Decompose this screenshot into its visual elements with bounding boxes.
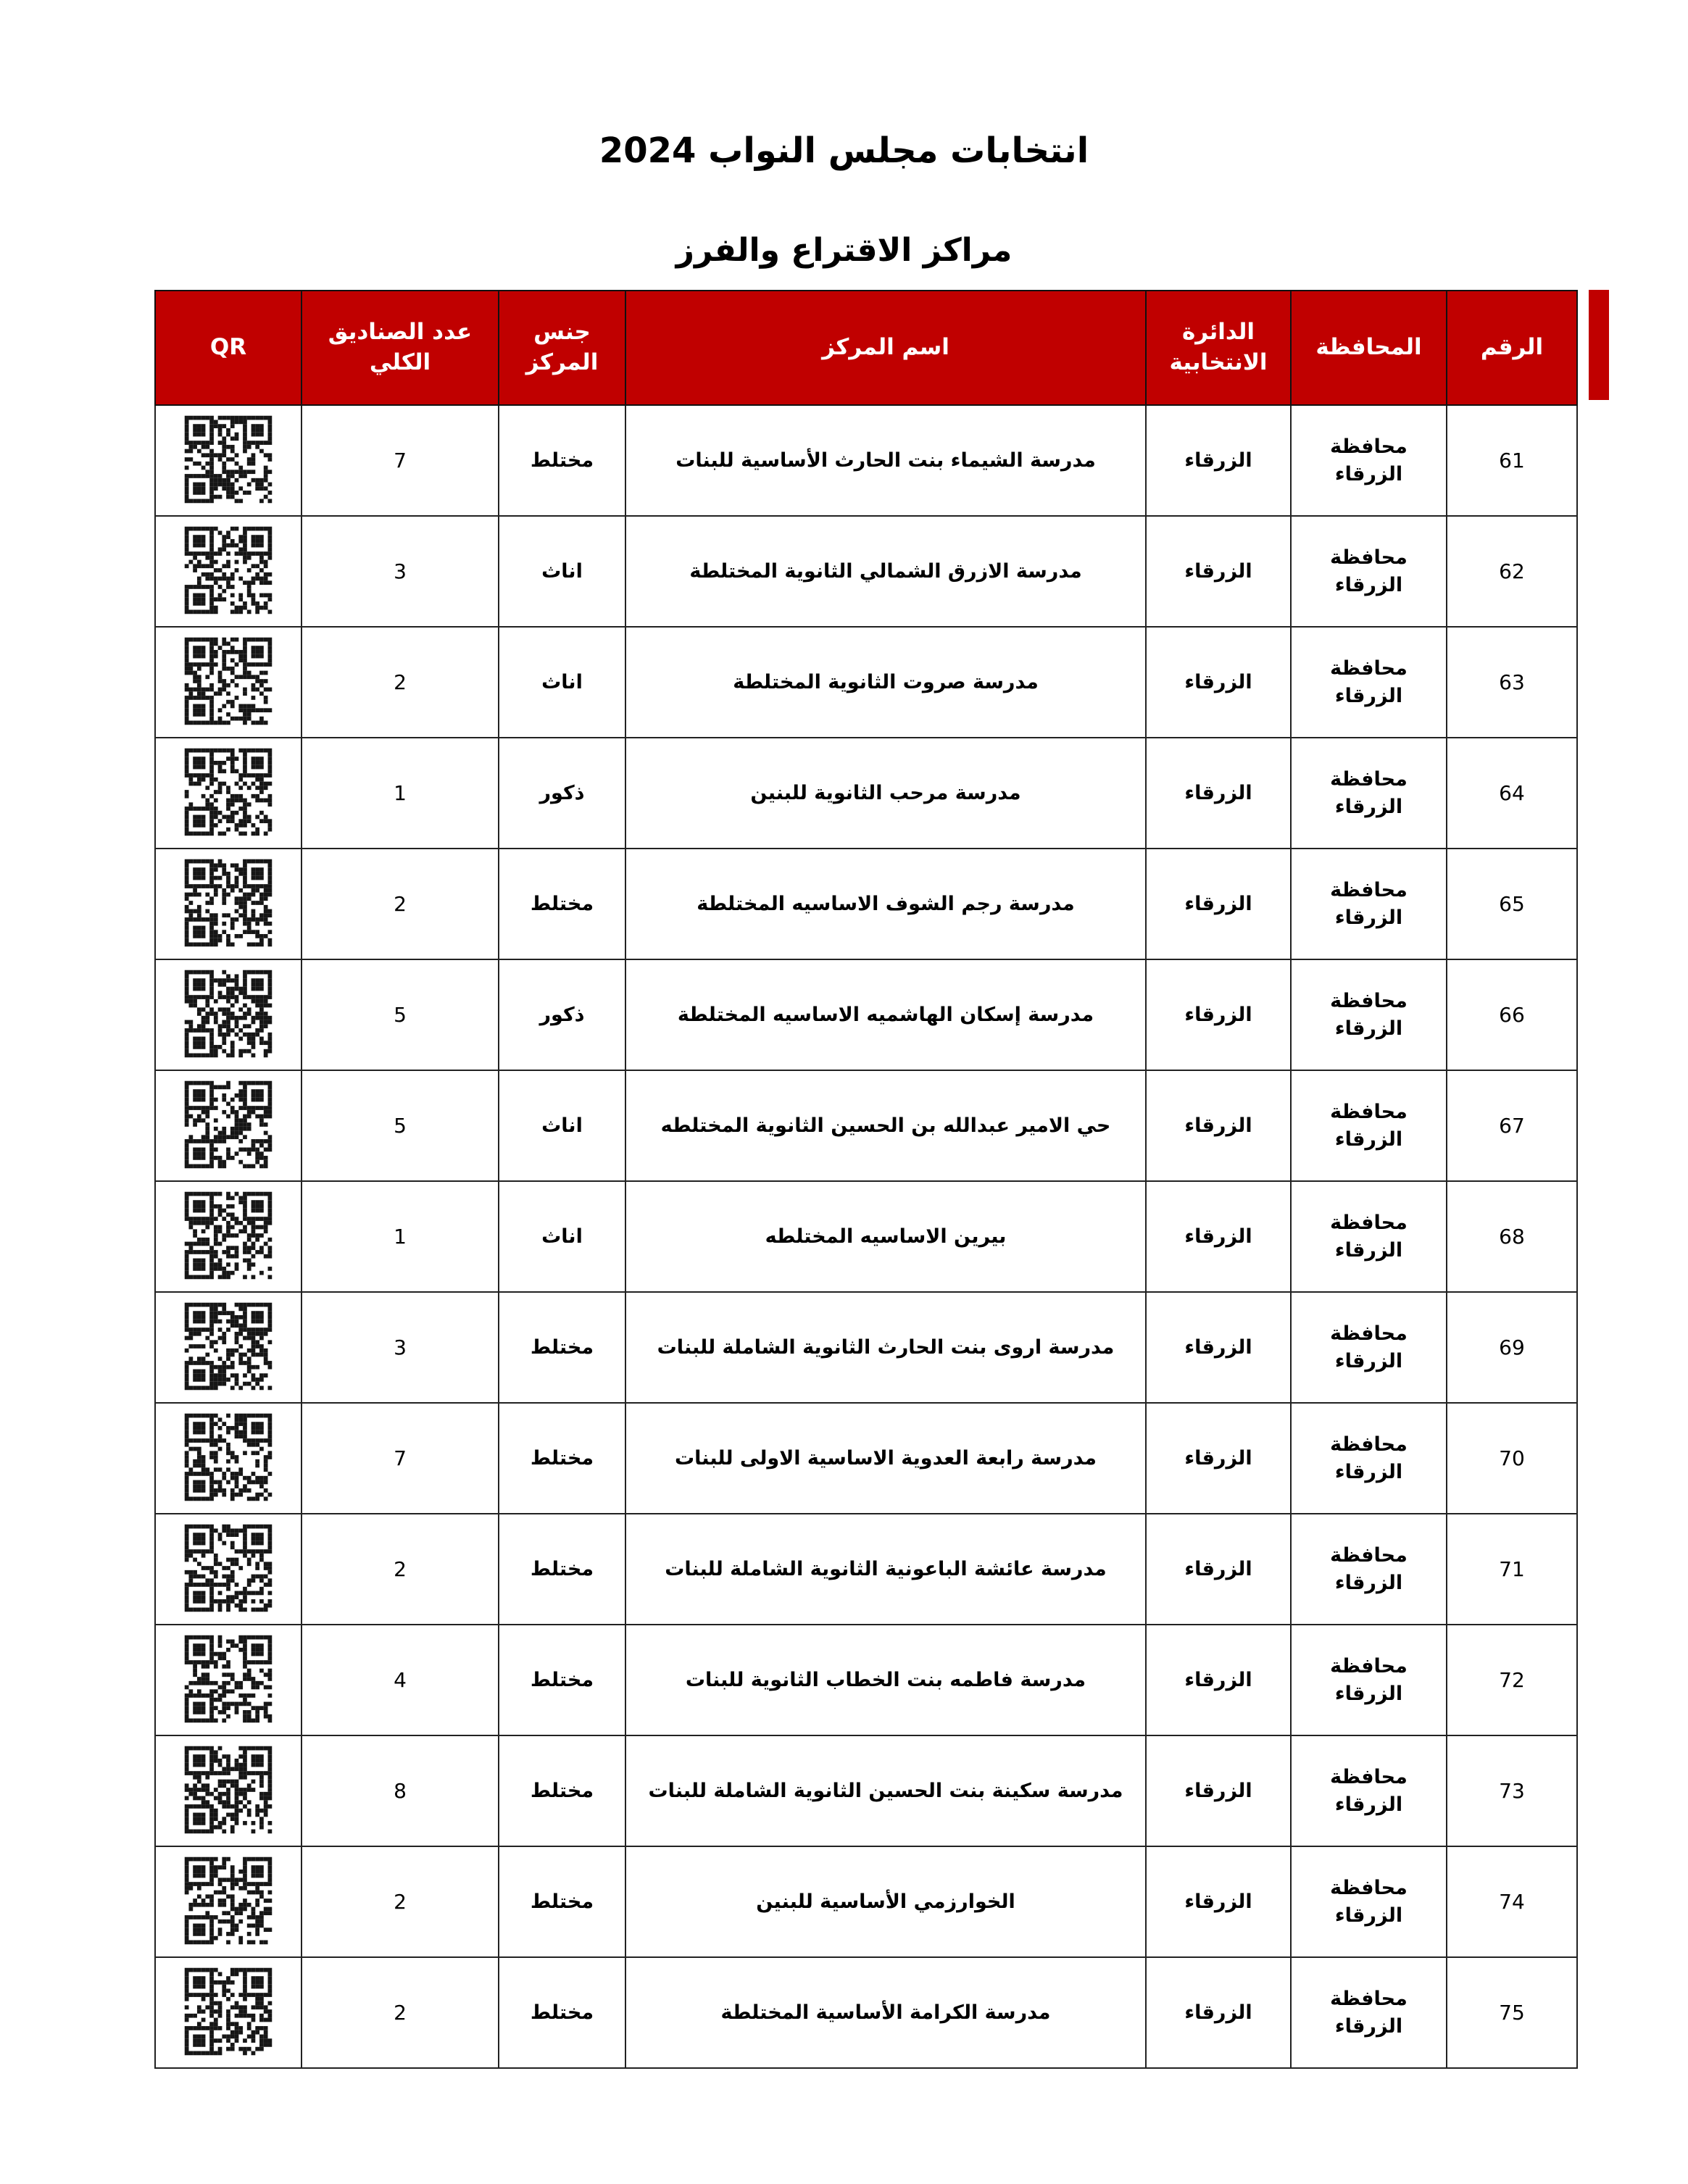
district-cell: الزرقاء bbox=[1146, 738, 1291, 849]
center-name-cell: مدرسة إسكان الهاشميه الاساسيه المختلطة bbox=[625, 959, 1146, 1070]
col-header-district: الدائرة الانتخابية bbox=[1146, 291, 1291, 405]
center-gender-cell: مختلط bbox=[499, 1403, 625, 1514]
center-name-cell: بيرين الاساسيه المختلطه bbox=[625, 1181, 1146, 1292]
governorate-cell: محافظة الزرقاء bbox=[1291, 1735, 1447, 1846]
row-number-cell: 72 bbox=[1447, 1625, 1577, 1735]
qr-cell bbox=[155, 1292, 302, 1403]
col-header-qr: QR bbox=[155, 291, 302, 405]
table-row bbox=[155, 1181, 1577, 1292]
qr-cell bbox=[155, 1625, 302, 1735]
district-cell: الزرقاء bbox=[1146, 1514, 1291, 1625]
table-row bbox=[155, 1292, 1577, 1403]
boxes-count-cell: 1 bbox=[302, 738, 499, 849]
col-header-center-name: اسم المركز bbox=[625, 291, 1146, 405]
qr-cell bbox=[155, 1403, 302, 1514]
center-gender-cell: مختلط bbox=[499, 1292, 625, 1403]
district-cell: الزرقاء bbox=[1146, 1957, 1291, 2068]
district-cell: الزرقاء bbox=[1146, 516, 1291, 627]
qr-code-image bbox=[180, 1520, 276, 1616]
center-gender-cell: اناث bbox=[499, 627, 625, 738]
boxes-count-cell: 2 bbox=[302, 627, 499, 738]
page-title: انتخابات مجلس النواب 2024 bbox=[599, 130, 1089, 171]
governorate-cell: محافظة الزرقاء bbox=[1291, 1625, 1447, 1735]
boxes-count-cell: 7 bbox=[302, 1403, 499, 1514]
governorate-cell: محافظة الزرقاء bbox=[1291, 1181, 1447, 1292]
center-gender-cell: مختلط bbox=[499, 1625, 625, 1735]
table-row bbox=[155, 849, 1577, 959]
center-name-cell: مدرسة عائشة الباعونية الثانوية الشاملة للبنات bbox=[625, 1514, 1146, 1625]
row-number-cell: 67 bbox=[1447, 1070, 1577, 1181]
qr-cell bbox=[155, 738, 302, 849]
table-row bbox=[155, 1070, 1577, 1181]
center-gender-cell: اناث bbox=[499, 516, 625, 627]
district-cell: الزرقاء bbox=[1146, 1846, 1291, 1957]
table-row bbox=[155, 959, 1577, 1070]
table-row bbox=[155, 1403, 1577, 1514]
qr-code-image bbox=[180, 1409, 276, 1505]
boxes-count-cell: 2 bbox=[302, 1957, 499, 2068]
row-number-cell: 75 bbox=[1447, 1957, 1577, 2068]
qr-code-image bbox=[180, 1188, 276, 1283]
polling-centers-table bbox=[154, 290, 1578, 2069]
qr-code-image bbox=[180, 1964, 276, 2059]
district-cell: الزرقاء bbox=[1146, 959, 1291, 1070]
table-row bbox=[155, 1625, 1577, 1735]
boxes-count-cell: 5 bbox=[302, 959, 499, 1070]
center-name-cell: مدرسة رابعة العدوية الاساسية الاولى للبنات bbox=[625, 1403, 1146, 1514]
center-name-cell: حي الامير عبدالله بن الحسين الثانوية المختلطه bbox=[625, 1070, 1146, 1181]
qr-cell bbox=[155, 1735, 302, 1846]
qr-cell bbox=[155, 1514, 302, 1625]
center-gender-cell: ذكور bbox=[499, 959, 625, 1070]
boxes-count-cell: 5 bbox=[302, 1070, 499, 1181]
boxes-count-cell: 3 bbox=[302, 1292, 499, 1403]
row-number-cell: 66 bbox=[1447, 959, 1577, 1070]
district-cell: الزرقاء bbox=[1146, 1403, 1291, 1514]
district-cell: الزرقاء bbox=[1146, 849, 1291, 959]
district-cell: الزرقاء bbox=[1146, 1735, 1291, 1846]
center-gender-cell: ذكور bbox=[499, 738, 625, 849]
center-name-cell: مدرسة الكرامة الأساسية المختلطة bbox=[625, 1957, 1146, 2068]
row-number-cell: 73 bbox=[1447, 1735, 1577, 1846]
qr-cell bbox=[155, 1070, 302, 1181]
boxes-count-cell: 4 bbox=[302, 1625, 499, 1735]
qr-cell bbox=[155, 1957, 302, 2068]
district-cell: الزرقاء bbox=[1146, 1292, 1291, 1403]
qr-cell bbox=[155, 1181, 302, 1292]
center-name-cell: مدرسة صروت الثانوية المختلطة bbox=[625, 627, 1146, 738]
row-number-cell: 61 bbox=[1447, 405, 1577, 516]
table-header-row bbox=[155, 291, 1577, 405]
qr-code-image bbox=[180, 1077, 276, 1172]
qr-cell bbox=[155, 849, 302, 959]
boxes-count-cell: 8 bbox=[302, 1735, 499, 1846]
district-cell: الزرقاء bbox=[1146, 1181, 1291, 1292]
center-gender-cell: مختلط bbox=[499, 1514, 625, 1625]
center-name-cell: مدرسة الشيماء بنت الحارث الأساسية للبنات bbox=[625, 405, 1146, 516]
row-number-cell: 69 bbox=[1447, 1292, 1577, 1403]
row-number-cell: 74 bbox=[1447, 1846, 1577, 1957]
qr-code-image bbox=[180, 966, 276, 1062]
table-row bbox=[155, 1957, 1577, 2068]
governorate-cell: محافظة الزرقاء bbox=[1291, 738, 1447, 849]
qr-code-image bbox=[180, 1742, 276, 1838]
qr-code-image bbox=[180, 412, 276, 507]
governorate-cell: محافظة الزرقاء bbox=[1291, 516, 1447, 627]
governorate-cell: محافظة الزرقاء bbox=[1291, 1403, 1447, 1514]
governorate-cell: محافظة الزرقاء bbox=[1291, 1514, 1447, 1625]
center-name-cell: الخوارزمي الأساسية للبنين bbox=[625, 1846, 1146, 1957]
boxes-count-cell: 7 bbox=[302, 405, 499, 516]
district-cell: الزرقاء bbox=[1146, 1625, 1291, 1735]
center-name-cell: مدرسة مرحب الثانوية للبنين bbox=[625, 738, 1146, 849]
boxes-count-cell: 1 bbox=[302, 1181, 499, 1292]
center-gender-cell: مختلط bbox=[499, 1735, 625, 1846]
qr-code-image bbox=[180, 633, 276, 729]
row-number-cell: 64 bbox=[1447, 738, 1577, 849]
qr-code-image bbox=[180, 744, 276, 840]
qr-code-image bbox=[180, 1631, 276, 1727]
boxes-count-cell: 2 bbox=[302, 1514, 499, 1625]
qr-cell bbox=[155, 405, 302, 516]
table-row bbox=[155, 738, 1577, 849]
row-number-cell: 70 bbox=[1447, 1403, 1577, 1514]
center-gender-cell: اناث bbox=[499, 1070, 625, 1181]
center-gender-cell: اناث bbox=[499, 1181, 625, 1292]
center-name-cell: مدرسة اروى بنت الحارث الثانوية الشاملة للبنات bbox=[625, 1292, 1146, 1403]
district-cell: الزرقاء bbox=[1146, 1070, 1291, 1181]
center-gender-cell: مختلط bbox=[499, 405, 625, 516]
row-number-cell: 62 bbox=[1447, 516, 1577, 627]
qr-cell bbox=[155, 516, 302, 627]
center-gender-cell: مختلط bbox=[499, 849, 625, 959]
governorate-cell: محافظة الزرقاء bbox=[1291, 1070, 1447, 1181]
qr-cell bbox=[155, 1846, 302, 1957]
governorate-cell: محافظة الزرقاء bbox=[1291, 405, 1447, 516]
qr-cell bbox=[155, 959, 302, 1070]
center-name-cell: مدرسة الازرق الشمالي الثانوية المختلطة bbox=[625, 516, 1146, 627]
table-row bbox=[155, 1846, 1577, 1957]
table-row bbox=[155, 405, 1577, 516]
governorate-cell: محافظة الزرقاء bbox=[1291, 849, 1447, 959]
row-number-cell: 71 bbox=[1447, 1514, 1577, 1625]
center-gender-cell: مختلط bbox=[499, 1957, 625, 2068]
table-row bbox=[155, 1735, 1577, 1846]
row-number-cell: 68 bbox=[1447, 1181, 1577, 1292]
governorate-cell: محافظة الزرقاء bbox=[1291, 1846, 1447, 1957]
governorate-cell: محافظة الزرقاء bbox=[1291, 1292, 1447, 1403]
boxes-count-cell: 2 bbox=[302, 1846, 499, 1957]
center-name-cell: مدرسة فاطمه بنت الخطاب الثانوية للبنات bbox=[625, 1625, 1146, 1735]
header-edge-strip bbox=[1589, 290, 1609, 400]
qr-code-image bbox=[180, 855, 276, 951]
center-name-cell: مدرسة سكينة بنت الحسين الثانوية الشاملة للبنات bbox=[625, 1735, 1146, 1846]
center-name-cell: مدرسة رجم الشوف الاساسيه المختلطة bbox=[625, 849, 1146, 959]
polling-centers-table-wrap bbox=[156, 290, 1578, 2069]
governorate-cell: محافظة الزرقاء bbox=[1291, 959, 1447, 1070]
col-header-governorate: المحافظة bbox=[1291, 291, 1447, 405]
row-number-cell: 63 bbox=[1447, 627, 1577, 738]
district-cell: الزرقاء bbox=[1146, 405, 1291, 516]
col-header-number: الرقم bbox=[1447, 291, 1577, 405]
table-row bbox=[155, 1514, 1577, 1625]
boxes-count-cell: 2 bbox=[302, 849, 499, 959]
governorate-cell: محافظة الزرقاء bbox=[1291, 627, 1447, 738]
table-row bbox=[155, 516, 1577, 627]
col-header-center-gender: جنس المركز bbox=[499, 291, 625, 405]
boxes-count-cell: 3 bbox=[302, 516, 499, 627]
row-number-cell: 65 bbox=[1447, 849, 1577, 959]
qr-code-image bbox=[180, 522, 276, 618]
table-row bbox=[155, 627, 1577, 738]
col-header-total-boxes: عدد الصناديق الكلي bbox=[302, 291, 499, 405]
district-cell: الزرقاء bbox=[1146, 627, 1291, 738]
page-subtitle: مراكز الاقتراع والفرز bbox=[675, 232, 1013, 269]
qr-code-image bbox=[180, 1853, 276, 1948]
qr-code-image bbox=[180, 1299, 276, 1394]
center-gender-cell: مختلط bbox=[499, 1846, 625, 1957]
qr-cell bbox=[155, 627, 302, 738]
governorate-cell: محافظة الزرقاء bbox=[1291, 1957, 1447, 2068]
